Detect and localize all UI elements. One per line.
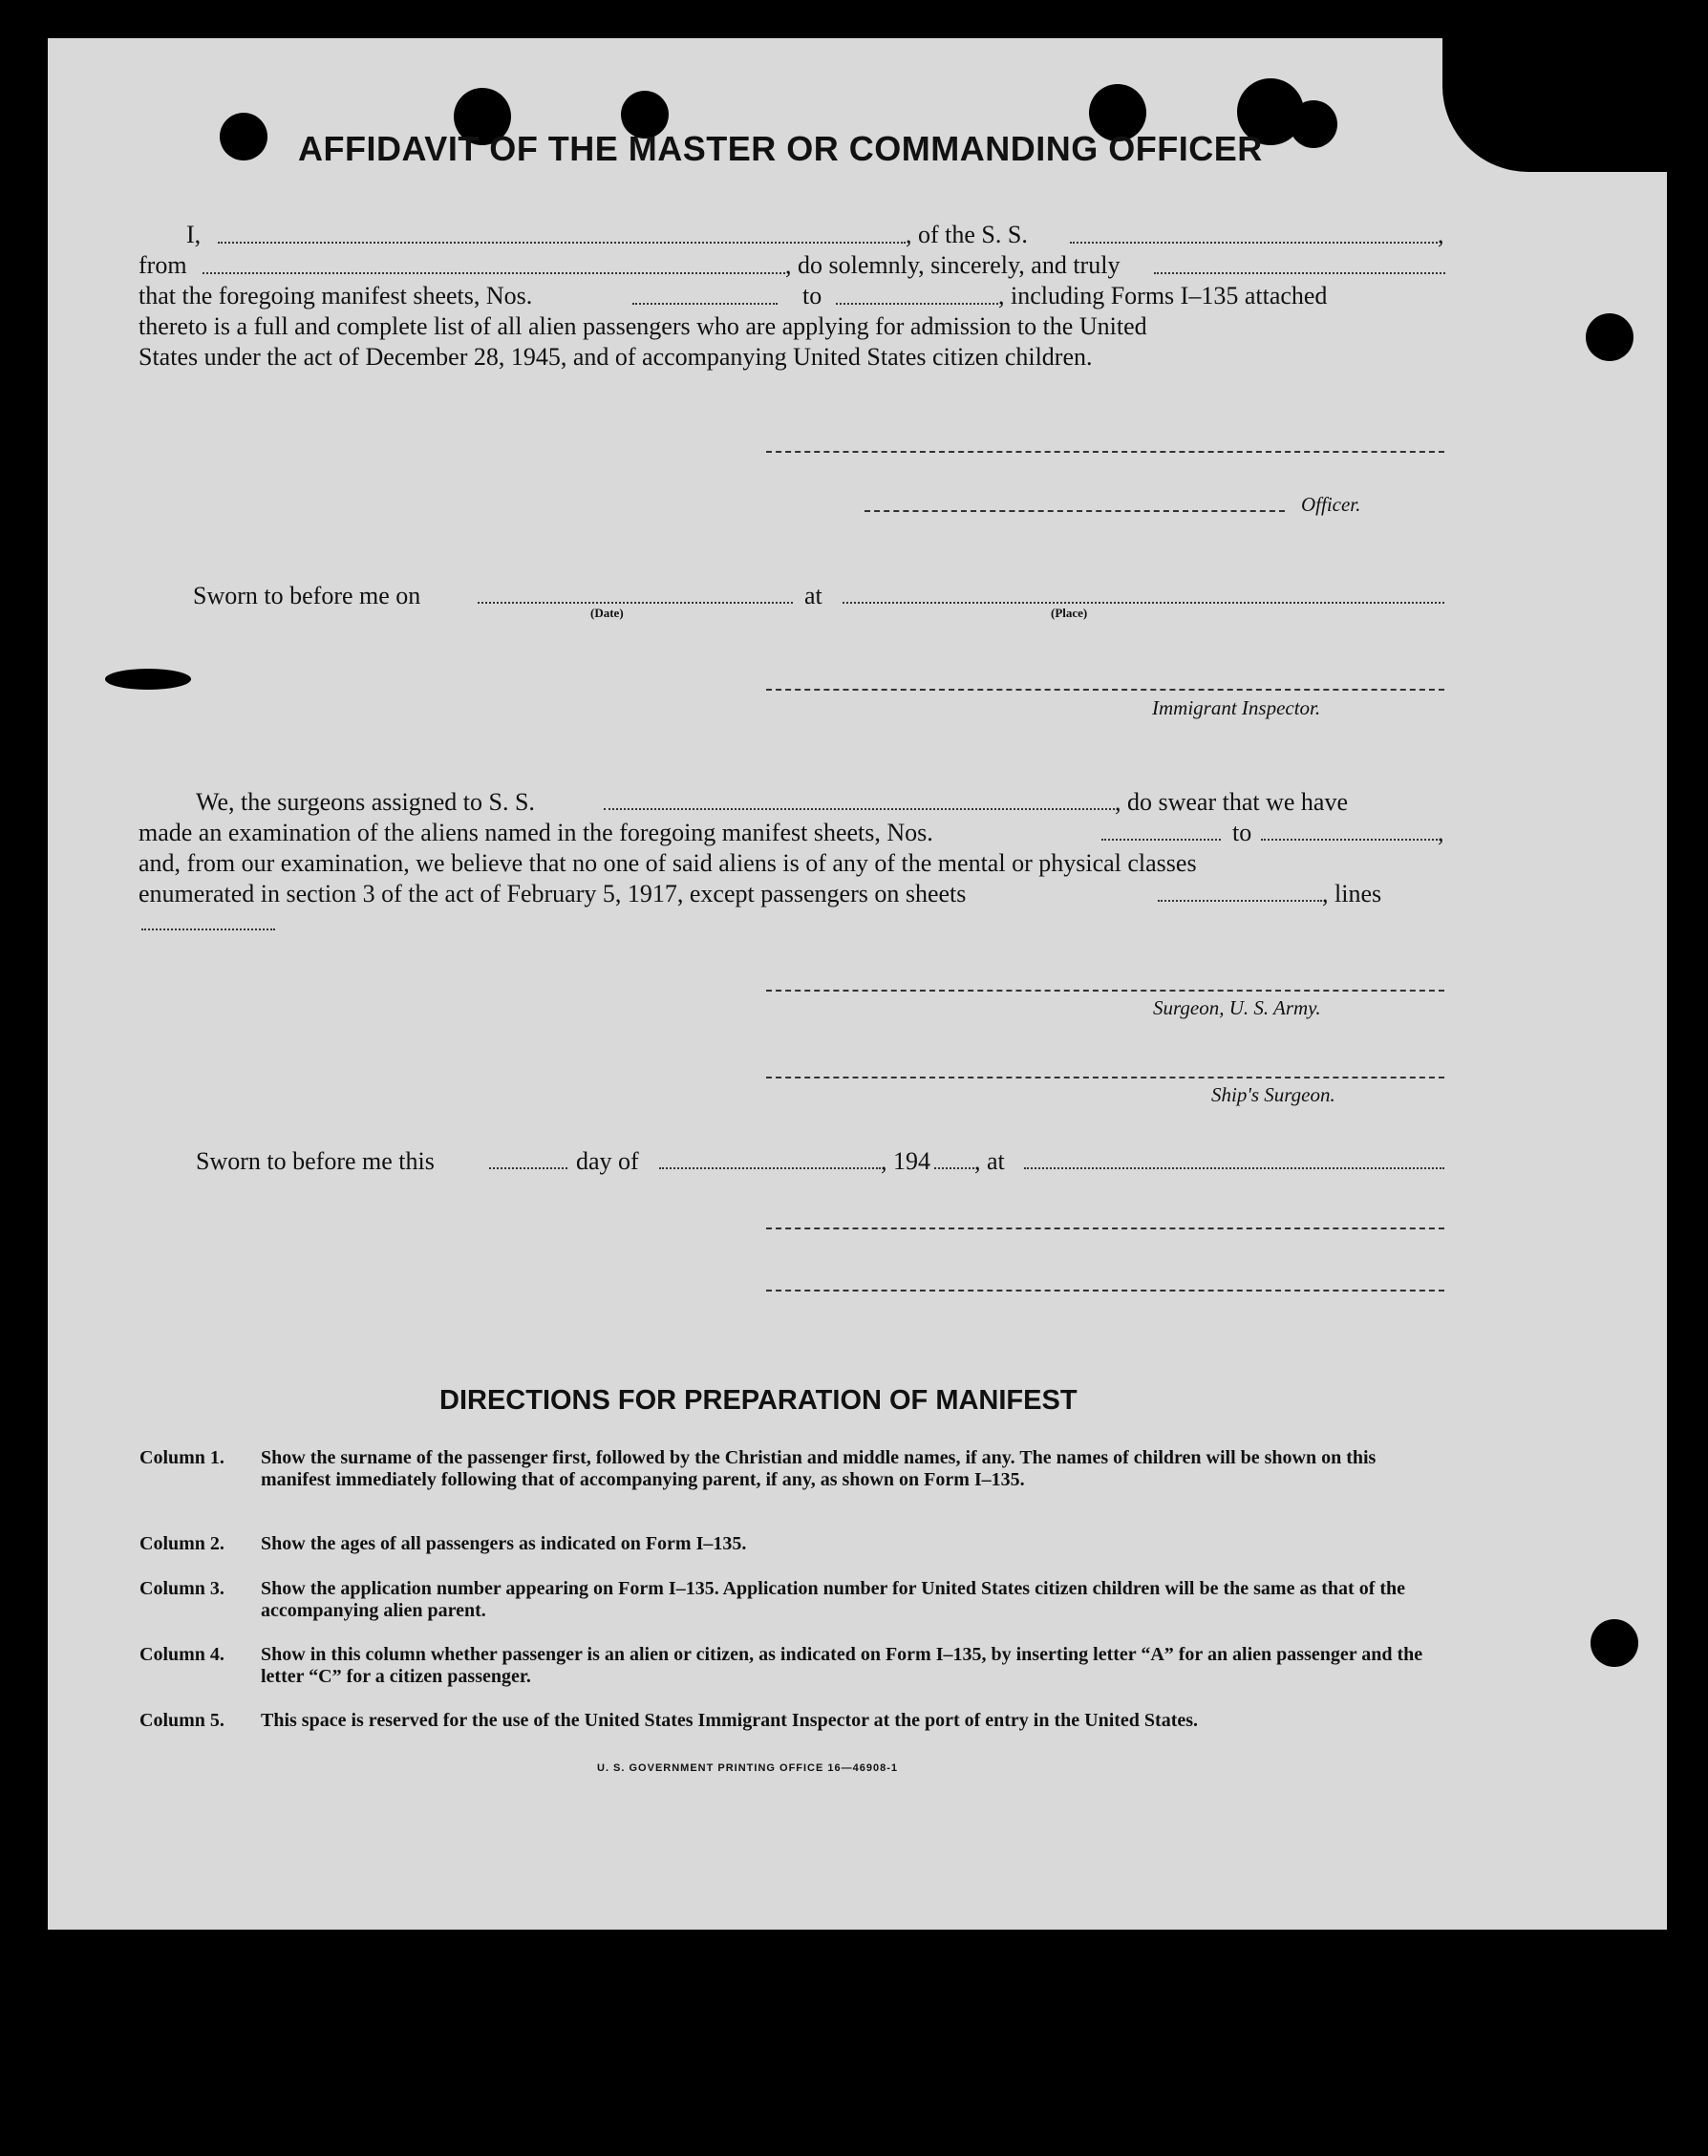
- army-surgeon-label: Surgeon, U. S. Army.: [1153, 996, 1321, 1019]
- ship-surgeon-label: Ship's Surgeon.: [1211, 1083, 1335, 1106]
- inspector-label: Immigrant Inspector.: [1152, 696, 1321, 719]
- master-name-field[interactable]: [218, 242, 906, 244]
- affidavit-line1-end: ,: [1438, 221, 1444, 248]
- affidavit-line3-to: to: [802, 282, 822, 310]
- torn-corner: [1442, 38, 1667, 172]
- affidavit-line1-mid: , of the S. S.: [906, 221, 1028, 248]
- surgeons-line3: and, from our examination, we believe that no one of said aliens is of any of the mental or physical classes: [139, 849, 1197, 877]
- surgeons-line2-end: ,: [1438, 819, 1444, 846]
- sworn2-day-of: day of: [576, 1147, 639, 1175]
- printer-imprint: U. S. GOVERNMENT PRINTING OFFICE 16—46908-1: [597, 1762, 899, 1774]
- officer-label: Officer.: [1301, 493, 1361, 516]
- sworn2-start: Sworn to before me this: [196, 1147, 435, 1175]
- manifest-from-field[interactable]: [632, 303, 778, 305]
- punch-hole: [1290, 100, 1337, 148]
- surgeons-except-sheets-field[interactable]: [1158, 900, 1322, 902]
- place-label: (Place): [1051, 606, 1088, 620]
- affidavit-line2-start: from: [139, 251, 187, 279]
- oath-field[interactable]: [1154, 272, 1445, 274]
- column-4-text: Show in this column whether passenger is an alien or citizen, as indicated on Form I–135, by inserting letter “A” for an alien passenger and the letter “C” for a citizen passenger.: [261, 1644, 1423, 1687]
- surgeons-line2-to: to: [1232, 819, 1252, 846]
- affidavit-line5: States under the act of December 28, 1945, and of accompanying United States citizen children.: [139, 343, 1093, 371]
- column-1-label: Column 1.: [139, 1447, 224, 1468]
- sworn2-signature-line-1[interactable]: [766, 1227, 1444, 1229]
- column-3-text: Show the application number appearing on Form I–135. Application number for United States citizen children will be the same as that of the accompanying alien parent.: [261, 1578, 1406, 1621]
- column-5-text: This space is reserved for the use of the United States Immigrant Inspector at the port of entry in the United States.: [261, 1710, 1199, 1731]
- sworn1-place-field[interactable]: [843, 602, 1444, 604]
- column-2-text: Show the ages of all passengers as indicated on Form I–135.: [261, 1533, 747, 1554]
- surgeons-line4-end: , lines: [1322, 880, 1382, 907]
- affidavit-line3-end: , including Forms I–135 attached: [998, 282, 1328, 310]
- inspector-signature-line[interactable]: [766, 689, 1444, 691]
- surgeons-sheet-to-field[interactable]: [1261, 839, 1438, 841]
- column-2-label: Column 2.: [139, 1533, 224, 1554]
- sworn1-at: at: [804, 582, 822, 609]
- surgeons-line2-start: made an examination of the aliens named in the foregoing manifest sheets, Nos.: [139, 819, 933, 846]
- surgeons-line1-start: We, the surgeons assigned to S. S.: [196, 788, 535, 816]
- affidavit-line3-start: that the foregoing manifest sheets, Nos.: [139, 282, 533, 310]
- officer-signature-line-2[interactable]: [865, 510, 1285, 512]
- surgeons-ship-field[interactable]: [604, 808, 1115, 810]
- surgeons-line4-start: enumerated in section 3 of the act of February 5, 1917, except passengers on sheets: [139, 880, 967, 907]
- affidavit-line2-mid: , do solemnly, sincerely, and truly: [785, 251, 1121, 279]
- date-label: (Date): [590, 606, 624, 620]
- from-port-field[interactable]: [203, 272, 785, 274]
- surgeons-lines-field[interactable]: [141, 929, 275, 930]
- sworn2-signature-line-2[interactable]: [766, 1290, 1444, 1291]
- column-5-label: Column 5.: [139, 1710, 224, 1731]
- punch-hole: [1586, 313, 1633, 361]
- affidavit-title: AFFIDAVIT OF THE MASTER OR COMMANDING OFFICER: [298, 129, 1263, 168]
- army-surgeon-signature-line[interactable]: [766, 990, 1444, 992]
- directions-title: DIRECTIONS FOR PREPARATION OF MANIFEST: [439, 1385, 1078, 1416]
- surgeons-sheet-from-field[interactable]: [1101, 839, 1221, 841]
- punch-hole: [1591, 1619, 1638, 1667]
- manifest-to-field[interactable]: [836, 303, 998, 305]
- sworn2-day-field[interactable]: [489, 1167, 567, 1169]
- sworn2-at: , at: [974, 1147, 1005, 1175]
- sworn2-month-field[interactable]: [659, 1167, 881, 1169]
- column-3-label: Column 3.: [139, 1578, 224, 1599]
- punch-hole: [220, 113, 267, 160]
- surgeons-line1-end: , do swear that we have: [1115, 788, 1349, 816]
- ship-name-field[interactable]: [1070, 242, 1438, 244]
- sworn1-date-field[interactable]: [478, 602, 793, 604]
- sworn1-text: Sworn to before me on: [193, 582, 421, 609]
- sworn2-place-field[interactable]: [1024, 1167, 1444, 1169]
- ink-blot: [105, 669, 191, 690]
- column-4-label: Column 4.: [139, 1644, 224, 1665]
- sworn2-year-field[interactable]: [934, 1167, 974, 1169]
- affidavit-line4: thereto is a full and complete list of all alien passengers who are applying for admission to the United: [139, 312, 1147, 340]
- affidavit-line1-start: I,: [186, 221, 202, 248]
- officer-signature-line-1[interactable]: [766, 451, 1444, 453]
- column-1-text: Show the surname of the passenger first, followed by the Christian and middle names, if any. The names of children will be shown on this manifest immediately following that of accompanying parent, if any, as shown on Form I–135.: [261, 1447, 1377, 1490]
- ship-surgeon-signature-line[interactable]: [766, 1077, 1444, 1078]
- sworn2-year: , 194: [881, 1147, 930, 1175]
- form-page: [48, 38, 1667, 1930]
